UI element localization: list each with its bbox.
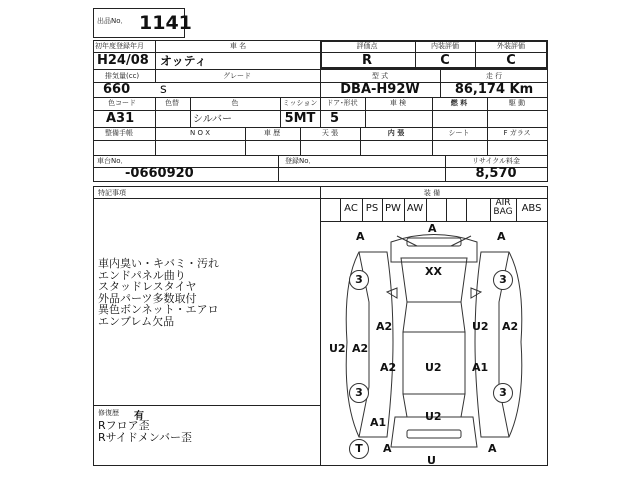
note-line: エンブレム欠品 bbox=[98, 314, 175, 328]
nox-label: N O X bbox=[190, 129, 210, 137]
grade-value: s bbox=[160, 82, 167, 97]
mileage-value: 86,174 Km bbox=[454, 82, 534, 97]
reg-year-value: H24/08 bbox=[97, 53, 149, 68]
manual-label: 整備手帳 bbox=[105, 129, 133, 137]
history-label: 車 歴 bbox=[263, 129, 281, 137]
damage-mark: U2 bbox=[425, 410, 442, 423]
lot-number: 1141 bbox=[139, 12, 192, 34]
seat-label: シート bbox=[448, 129, 470, 137]
damage-mark: A2 bbox=[502, 320, 519, 333]
damage-mark: A1 bbox=[472, 361, 489, 374]
note-line: 異色ボンネット・エアロ bbox=[98, 303, 219, 316]
note-line: 車内臭い・キバミ・汚れ bbox=[98, 257, 219, 270]
tire-mark: 3 bbox=[493, 270, 513, 290]
reg-year-label: 初年度登録年月 bbox=[95, 42, 144, 50]
damage-mark: A2 bbox=[380, 361, 397, 374]
equip-pw: PW bbox=[385, 203, 401, 214]
inspection-label: 車 検 bbox=[389, 99, 407, 107]
score-label: 評価点 bbox=[356, 42, 378, 50]
note-line: スタッドレスタイヤ bbox=[98, 280, 197, 293]
exterior-label: 外装評価 bbox=[497, 42, 525, 50]
car-name-label: 車 名 bbox=[229, 42, 247, 50]
repair-value: 有 bbox=[134, 411, 144, 422]
damage-mark: A2 bbox=[376, 320, 393, 333]
damage-mark: XX bbox=[425, 265, 442, 278]
glass-label: F ガラス bbox=[503, 129, 531, 137]
displacement-value: 660 bbox=[103, 82, 131, 97]
tire-mark: 3 bbox=[349, 383, 369, 403]
color-value: シルバー bbox=[193, 114, 233, 125]
equip-abs: ABS bbox=[521, 203, 542, 214]
damage-mark: U2 bbox=[425, 361, 442, 374]
damage-mark: A1 bbox=[370, 416, 387, 429]
equip-ac: AC bbox=[344, 203, 358, 214]
damage-mark: U2 bbox=[472, 320, 489, 333]
exterior-value: C bbox=[506, 53, 516, 68]
note-line: 外品パーツ多数取付 bbox=[98, 291, 197, 305]
interior-label: 内装評価 bbox=[431, 42, 459, 50]
damage-mark: A bbox=[356, 230, 365, 243]
transmission-value: 5MT bbox=[284, 111, 316, 126]
grade-label: グレード bbox=[223, 72, 251, 80]
color-swap-label: 色替 bbox=[165, 99, 179, 107]
spare-tire-mark: T bbox=[349, 439, 369, 459]
doors-label: ドア･形状 bbox=[326, 99, 358, 107]
interior-trim-label: 内 張 bbox=[387, 129, 405, 137]
equip-aw: AW bbox=[406, 203, 424, 214]
tire-mark: 3 bbox=[493, 383, 513, 403]
recycle-label: リサイクル料金 bbox=[471, 157, 521, 165]
reg-no-label: 登録No． bbox=[285, 157, 316, 165]
damage-mark: A2 bbox=[352, 342, 369, 355]
repair-line: Rフロア歪 bbox=[98, 419, 150, 432]
chassis-value: -0660920 bbox=[125, 166, 194, 181]
transmission-label: ミッション bbox=[282, 99, 318, 107]
score-value: R bbox=[361, 53, 373, 68]
damage-mark: A bbox=[383, 442, 392, 455]
model-value: DBA-H92W bbox=[340, 82, 420, 97]
chassis-label: 車台No． bbox=[97, 157, 128, 165]
lot-label: 出品No． bbox=[97, 17, 128, 25]
interior-value: C bbox=[440, 53, 450, 68]
equipment-label: 装 備 bbox=[423, 189, 441, 197]
damage-mark: U2 bbox=[329, 342, 346, 355]
roof-label: 天 張 bbox=[321, 129, 339, 137]
doors-value: 5 bbox=[330, 111, 340, 126]
tire-mark: 3 bbox=[349, 270, 369, 290]
equip-airbag: AIR BAG bbox=[493, 198, 513, 217]
damage-mark: A bbox=[428, 222, 437, 235]
color-code-value: A31 bbox=[106, 111, 135, 126]
recycle-value: 8,570 bbox=[475, 166, 517, 181]
damage-mark: A bbox=[488, 442, 497, 455]
equip-ps: PS bbox=[365, 203, 379, 214]
color-code-label: 色コード bbox=[108, 99, 136, 107]
color-label: 色 bbox=[231, 99, 239, 107]
damage-mark: A bbox=[497, 230, 506, 243]
model-label: 型 式 bbox=[371, 72, 389, 80]
drive-label: 駆 動 bbox=[508, 99, 526, 107]
note-line: エンドパネル曲り bbox=[98, 268, 186, 282]
damage-mark: U bbox=[427, 454, 436, 467]
repair-label: 修復歴 bbox=[98, 409, 119, 417]
mileage-label: 走 行 bbox=[485, 72, 503, 80]
displacement-label: 排気量(cc) bbox=[105, 72, 140, 80]
fuel-label: 燃 料 bbox=[450, 99, 468, 107]
repair-line: Rサイドメンバー歪 bbox=[98, 431, 192, 444]
car-name-value: オッティ bbox=[160, 54, 207, 68]
notes-label: 特記事項 bbox=[98, 189, 126, 197]
